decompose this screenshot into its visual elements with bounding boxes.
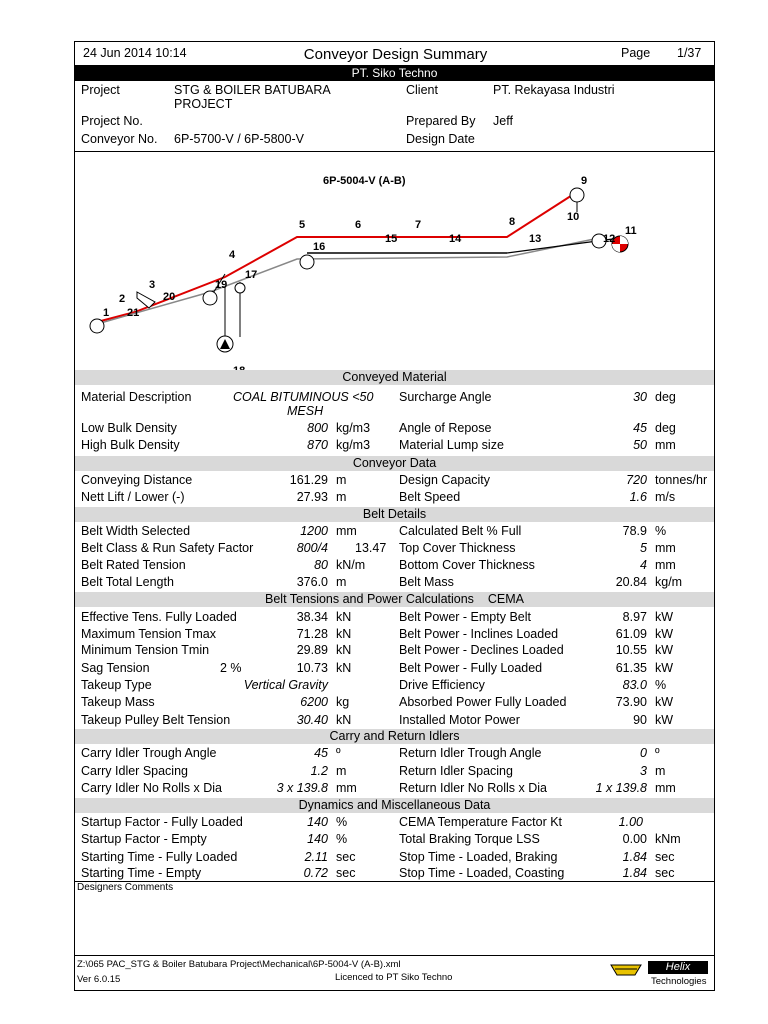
diagram-node-label: 21	[127, 307, 140, 319]
diagram-node-label: 6	[355, 219, 362, 231]
belt-power-inclines-value: 61.09	[615, 627, 647, 641]
belt-class-label: Belt Class & Run Safety Factor	[81, 541, 254, 555]
startup-empty-label: Startup Factor - Empty	[81, 832, 207, 846]
repose-value: 45	[633, 421, 647, 435]
low-density-unit: kg/m3	[336, 421, 371, 435]
conveyor-no-label: Conveyor No.	[81, 132, 158, 146]
eff-tension-unit: kN	[336, 610, 352, 624]
carry-trough-value: 45	[314, 746, 328, 760]
belt-length-unit: m	[336, 575, 347, 589]
braking-torque-value: 0.00	[622, 832, 647, 846]
stop-time-coasting-label: Stop Time - Loaded, Coasting	[399, 866, 565, 880]
takeup-type-label: Takeup Type	[81, 678, 152, 692]
belt-rated-label: Belt Rated Tension	[81, 558, 186, 572]
top-cover-label: Top Cover Thickness	[399, 541, 516, 555]
diagram-node-label: 2	[119, 293, 126, 305]
belt-power-inclines-label: Belt Power - Inclines Loaded	[399, 627, 559, 641]
return-spacing-label: Return Idler Spacing	[399, 764, 513, 778]
helix-logo-icon	[609, 961, 643, 977]
start-time-empty-value: 0.72	[303, 866, 328, 880]
startup-empty-unit: %	[336, 832, 348, 846]
nett-lift-value: 27.93	[296, 490, 328, 504]
surcharge-value: 30	[633, 390, 647, 404]
braking-torque-unit: kNm	[655, 832, 681, 846]
file-path: Z:\065 PAC_STG & Boiler Batubara Project\Mechanical\6P-5004-V (A-B).xml	[77, 959, 401, 970]
material-desc-value-line2: MESH	[287, 404, 324, 418]
diagram-node-label: 3	[149, 279, 156, 291]
section-conveyed-material: Conveyed Material	[75, 370, 714, 385]
takeup-pulley-tension-value: 30.40	[296, 713, 328, 727]
tmax-value: 71.28	[296, 627, 328, 641]
carry-rolls-label: Carry Idler No Rolls x Dia	[81, 781, 223, 795]
belt-speed-value: 1.6	[629, 490, 647, 504]
diagram-node-label: 12	[603, 233, 616, 245]
belt-power-empty-value: 8.97	[622, 610, 647, 624]
eff-tension-label: Effective Tens. Fully Loaded	[81, 610, 237, 624]
carry-spacing-label: Carry Idler Spacing	[81, 764, 188, 778]
drive-efficiency-unit: %	[655, 678, 667, 692]
belt-width-unit: mm	[336, 524, 357, 538]
start-time-empty-unit: sec	[336, 866, 356, 880]
diagram-node-label: 10	[567, 211, 580, 223]
belt-safety-factor: 13.47	[355, 541, 387, 555]
drive-efficiency-value: 83.0	[622, 678, 647, 692]
takeup-mass-value: 6200	[300, 695, 328, 709]
carry-trough-unit: º	[336, 746, 341, 760]
diagram-node-label: 16	[313, 241, 326, 253]
conveyor-no-value: 6P-5700-V / 6P-5800-V	[174, 132, 304, 146]
takeup-pulley-tension-label: Takeup Pulley Belt Tension	[81, 713, 231, 727]
design-capacity-value: 720	[626, 473, 647, 487]
belt-mass-label: Belt Mass	[399, 575, 454, 589]
belt-power-empty-unit: kW	[655, 610, 674, 624]
design-date-label: Design Date	[406, 132, 475, 146]
sag-tension-value: 10.73	[296, 661, 328, 675]
repose-unit: deg	[655, 421, 676, 435]
tmax-label: Maximum Tension Tmax	[81, 627, 216, 641]
surcharge-unit: deg	[655, 390, 676, 404]
belt-power-declines-unit: kW	[655, 643, 674, 657]
conveying-distance-value: 161.29	[289, 473, 328, 487]
surcharge-label: Surcharge Angle	[399, 390, 492, 404]
page-label: Page	[621, 46, 651, 60]
startup-loaded-label: Startup Factor - Fully Loaded	[81, 815, 243, 829]
licence-text: Licenced to PT Siko Techno	[335, 972, 453, 983]
designers-comments-label: Designers Comments	[77, 882, 174, 893]
conveyor-profile-diagram	[75, 152, 714, 370]
cema-factor-label: CEMA Temperature Factor Kt	[399, 815, 563, 829]
sag-tension-unit: kN	[336, 661, 352, 675]
bottom-cover-label: Bottom Cover Thickness	[399, 558, 535, 572]
diagram-node-label: 7	[415, 219, 422, 231]
tension-method: CEMA	[487, 592, 524, 606]
high-density-value: 870	[307, 438, 328, 452]
belt-width-label: Belt Width Selected	[81, 524, 191, 538]
material-desc-value-line1: COAL BITUMINOUS <50	[233, 390, 374, 404]
motor-power-label: Installed Motor Power	[399, 713, 520, 727]
belt-rated-value: 80	[314, 558, 328, 572]
nett-lift-unit: m	[336, 490, 347, 504]
lump-label: Material Lump size	[399, 438, 504, 452]
startup-loaded-value: 140	[307, 815, 328, 829]
high-density-label: High Bulk Density	[81, 438, 180, 452]
bottom-cover-unit: mm	[655, 558, 676, 572]
conveying-distance-unit: m	[336, 473, 347, 487]
top-cover-unit: mm	[655, 541, 676, 555]
nett-lift-label: Nett Lift / Lower (-)	[81, 490, 185, 504]
tmin-unit: kN	[336, 643, 352, 657]
belt-length-value: 376.0	[296, 575, 328, 589]
return-spacing-value: 3	[640, 764, 647, 778]
belt-rated-unit: kN/m	[336, 558, 366, 572]
belt-power-declines-value: 10.55	[615, 643, 647, 657]
stop-time-braking-unit: sec	[655, 850, 675, 864]
motor-power-value: 90	[633, 713, 647, 727]
report-date: 24 Jun 2014 10:14	[83, 46, 187, 60]
start-time-loaded-label: Starting Time - Fully Loaded	[81, 850, 238, 864]
return-trough-label: Return Idler Trough Angle	[399, 746, 542, 760]
tmax-unit: kN	[336, 627, 352, 641]
belt-speed-label: Belt Speed	[399, 490, 461, 504]
belt-speed-unit: m/s	[655, 490, 676, 504]
low-density-label: Low Bulk Density	[81, 421, 177, 435]
startup-empty-value: 140	[307, 832, 328, 846]
diagram-node-label: 9	[581, 175, 588, 187]
return-rolls-value: 1 x 139.8	[595, 781, 647, 795]
section-dynamics: Dynamics and Miscellaneous Data	[75, 798, 714, 813]
project-value-line1: STG & BOILER BATUBARA	[174, 83, 331, 97]
belt-width-value: 1200	[300, 524, 328, 538]
drive-efficiency-label: Drive Efficiency	[399, 678, 485, 692]
brand-subtitle: Technologies	[651, 976, 707, 987]
carry-spacing-value: 1.2	[310, 764, 328, 778]
absorbed-power-unit: kW	[655, 695, 674, 709]
belt-full-value: 78.9	[622, 524, 647, 538]
belt-power-full-value: 61.35	[615, 661, 647, 675]
takeup-mass-unit: kg	[336, 695, 350, 709]
high-density-unit: kg/m3	[336, 438, 371, 452]
diagram-node-label: 13	[529, 233, 542, 245]
belt-length-label: Belt Total Length	[81, 575, 174, 589]
belt-power-full-unit: kW	[655, 661, 674, 675]
section-belt-tensions	[75, 592, 714, 607]
absorbed-power-label: Absorbed Power Fully Loaded	[399, 695, 567, 709]
diagram-node-label: 8	[509, 216, 516, 228]
sag-tension-percent: 2 %	[220, 661, 242, 675]
design-summary-sheet	[74, 41, 715, 991]
start-time-loaded-unit: sec	[336, 850, 356, 864]
material-desc-label: Material Description	[81, 390, 192, 404]
return-rolls-unit: mm	[655, 781, 676, 795]
repose-label: Angle of Repose	[399, 421, 492, 435]
carry-rolls-value: 3 x 139.8	[276, 781, 328, 795]
section-conveyor-data: Conveyor Data	[75, 456, 714, 471]
lump-unit: mm	[655, 438, 676, 452]
design-capacity-label: Design Capacity	[399, 473, 491, 487]
diagram-node-label: 15	[385, 233, 398, 245]
page-number: 1/37	[677, 46, 702, 60]
carry-spacing-unit: m	[336, 764, 347, 778]
carry-trough-label: Carry Idler Trough Angle	[81, 746, 217, 760]
bottom-cover-value: 4	[640, 558, 647, 572]
diagram-node-label: 4	[229, 249, 236, 261]
return-trough-value: 0	[640, 746, 647, 760]
lump-value: 50	[633, 438, 647, 452]
takeup-mass-label: Takeup Mass	[81, 695, 155, 709]
stop-time-braking-value: 1.84	[622, 850, 647, 864]
absorbed-power-value: 73.90	[615, 695, 647, 709]
tmin-label: Minimum Tension Tmin	[81, 643, 210, 657]
diagram-node-label: 11	[625, 225, 637, 237]
conveying-distance-label: Conveying Distance	[81, 473, 193, 487]
return-rolls-label: Return Idler No Rolls x Dia	[399, 781, 547, 795]
belt-full-unit: %	[655, 524, 667, 538]
startup-loaded-unit: %	[336, 815, 348, 829]
belt-power-inclines-unit: kW	[655, 627, 674, 641]
return-trough-unit: º	[655, 746, 660, 760]
low-density-value: 800	[307, 421, 328, 435]
belt-full-label: Calculated Belt % Full	[399, 524, 522, 538]
belt-power-declines-label: Belt Power - Declines Loaded	[399, 643, 564, 657]
motor-power-unit: kW	[655, 713, 674, 727]
section-belt-details: Belt Details	[75, 507, 714, 522]
top-cover-value: 5	[640, 541, 647, 555]
stop-time-coasting-unit: sec	[655, 866, 675, 880]
company-bar: PT. Siko Techno	[75, 65, 714, 81]
belt-class-value: 800/4	[296, 541, 328, 555]
takeup-type-value: Vertical Gravity	[243, 678, 328, 692]
belt-mass-value: 20.84	[615, 575, 647, 589]
design-capacity-unit: tonnes/hr	[655, 473, 708, 487]
stop-time-braking-label: Stop Time - Loaded, Braking	[399, 850, 558, 864]
carry-rolls-unit: mm	[336, 781, 357, 795]
project-value-line2: PROJECT	[174, 97, 233, 111]
belt-power-empty-label: Belt Power - Empty Belt	[399, 610, 531, 624]
software-version: Ver 6.0.15	[77, 974, 121, 985]
brand-name: Helix	[648, 961, 708, 974]
takeup-pulley-tension-unit: kN	[336, 713, 352, 727]
diagram-node-label: 19	[215, 279, 228, 291]
cema-factor-value: 1.00	[618, 815, 643, 829]
report-title: Conveyor Design Summary	[303, 46, 488, 63]
return-spacing-unit: m	[655, 764, 666, 778]
stop-time-coasting-value: 1.84	[622, 866, 647, 880]
project-label: Project	[81, 83, 120, 97]
belt-power-full-label: Belt Power - Fully Loaded	[399, 661, 543, 675]
project-no-label: Project No.	[81, 114, 143, 128]
tmin-value: 29.89	[296, 643, 328, 657]
start-time-loaded-value: 2.11	[304, 850, 328, 864]
diagram-node-label: 5	[299, 219, 306, 231]
section-idlers: Carry and Return Idlers	[75, 729, 714, 744]
diagram-node-label: 20	[163, 291, 176, 303]
diagram-node-label: 1	[103, 307, 110, 319]
prepared-by-label: Prepared By	[406, 114, 476, 128]
client-value: PT. Rekayasa Industri	[493, 83, 615, 97]
braking-torque-label: Total Braking Torque LSS	[399, 832, 540, 846]
start-time-empty-label: Starting Time - Empty	[81, 866, 202, 880]
diagram-title: 6P-5004-V (A-B)	[323, 175, 406, 187]
prepared-by-value: Jeff	[493, 114, 513, 128]
section-belt-tensions-title: Belt Tensions and Power Calculations	[265, 592, 474, 606]
sag-tension-label: Sag Tension	[81, 661, 150, 675]
eff-tension-value: 38.34	[296, 610, 328, 624]
diagram-node-label: 17	[245, 269, 258, 281]
client-label: Client	[406, 83, 438, 97]
diagram-node-label: 14	[449, 233, 462, 245]
belt-mass-unit: kg/m	[655, 575, 683, 589]
